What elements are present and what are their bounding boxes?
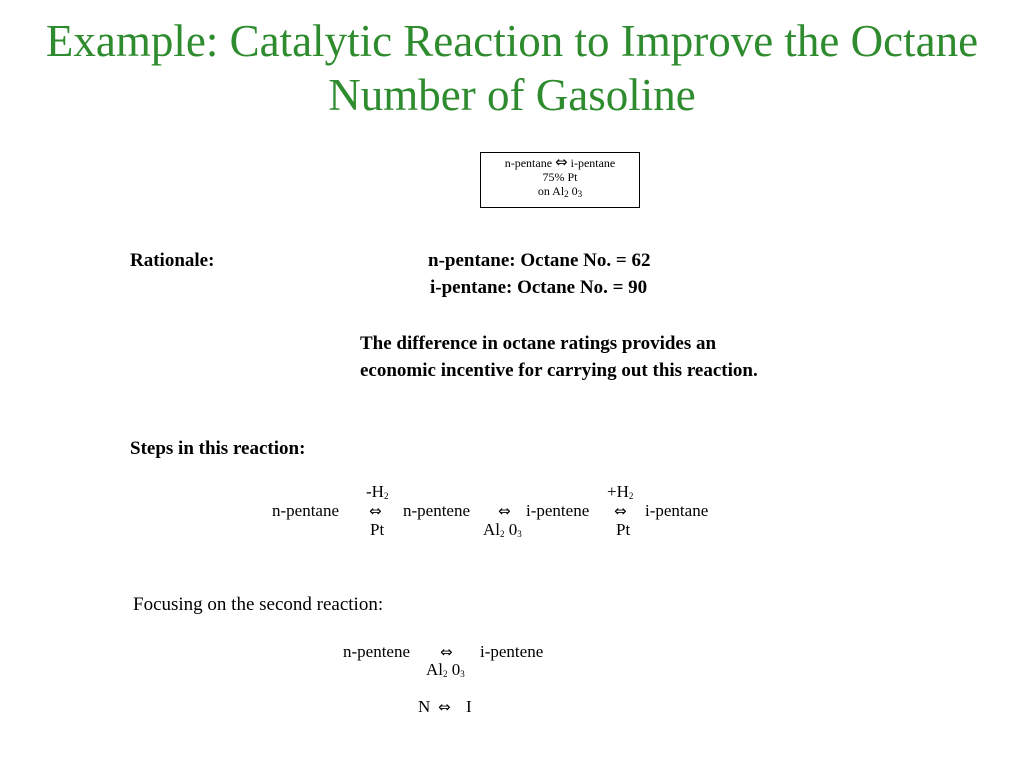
step3-reagent-sub: 2 <box>628 491 634 501</box>
equilibrium-arrow-icon: ⇔ <box>555 153 568 171</box>
step1-catalyst: Pt <box>370 520 385 539</box>
focus-short-left: N <box>418 697 431 716</box>
steps-label: Steps in this reaction: <box>130 438 306 459</box>
rationale-label: Rationale: <box>130 250 215 271</box>
step2-catalyst-text: Al <box>483 520 500 539</box>
focus-short-right: I <box>466 697 472 716</box>
focus-catalyst <box>426 660 465 680</box>
slide-title: Example: Catalytic Reaction to Improve the Octane Number of Gasoline <box>45 16 979 120</box>
step-species-npentene: n-pentene <box>403 501 471 520</box>
focus-label: Focusing on the second reaction: <box>133 594 384 615</box>
box-catalyst-sub2: 3 <box>577 189 583 199</box>
rationale-npentane: n-pentane: Octane No. = 62 <box>428 250 651 271</box>
step1-reagent-text: -H <box>366 482 384 501</box>
box-catalyst-text2: 0 <box>568 184 578 198</box>
step-species-ipentane: i-pentane <box>645 501 709 520</box>
box-catalyst-line2 <box>481 184 639 201</box>
step2-catalyst <box>483 520 522 540</box>
step3-reagent-text: +H <box>607 482 629 501</box>
step2-catalyst-sub2: 3 <box>517 529 522 539</box>
equilibrium-arrow-icon: ⇔ <box>614 502 627 520</box>
equilibrium-arrow-icon: ⇔ <box>438 698 451 716</box>
box-catalyst-sub: 2 <box>564 189 569 199</box>
box-right-species: i-pentane <box>570 156 616 170</box>
focus-catalyst-sub2: 3 <box>460 669 465 679</box>
equilibrium-arrow-icon: ⇔ <box>369 502 382 520</box>
box-equation <box>481 155 639 170</box>
step1-reagent-sub: 2 <box>383 491 389 501</box>
focus-right-species: i-pentene <box>480 642 544 661</box>
step-species-ipentene: i-pentene <box>526 501 590 520</box>
box-catalyst-text: on Al <box>537 184 565 198</box>
focus-catalyst-text: Al <box>426 660 443 679</box>
step3-catalyst: Pt <box>616 520 631 539</box>
step2-catalyst-sub: 2 <box>500 529 505 539</box>
focus-catalyst-text2: 0 <box>447 660 461 679</box>
reaction-box <box>480 152 640 208</box>
step2-catalyst-text2: 0 <box>504 520 518 539</box>
box-catalyst-line1: 75% Pt <box>542 170 578 184</box>
equilibrium-arrow-icon: ⇔ <box>498 502 511 520</box>
box-left-species: n-pentane <box>504 156 553 170</box>
step3-reagent <box>607 482 633 502</box>
rationale-ipentane: i-pentane: Octane No. = 90 <box>430 277 648 298</box>
rationale-paragraph: The difference in octane ratings provides an economic incentive for carrying out this reaction. <box>360 333 758 381</box>
step-species-npentane: n-pentane <box>272 501 340 520</box>
focus-left-species: n-pentene <box>343 642 411 661</box>
focus-catalyst-sub: 2 <box>443 669 448 679</box>
equilibrium-arrow-icon: ⇔ <box>440 643 453 661</box>
step1-reagent <box>366 482 388 502</box>
